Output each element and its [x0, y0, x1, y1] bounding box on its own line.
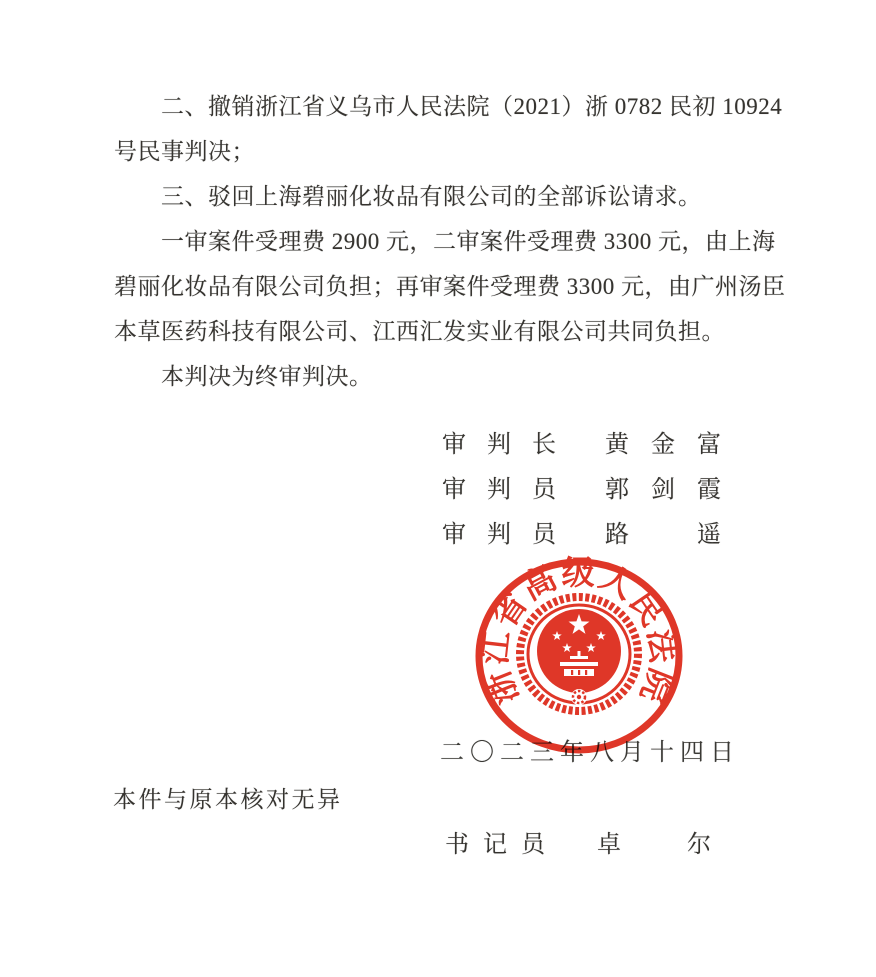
body-line: 二、撤销浙江省义乌市人民法院（2021）浙 0782 民初 10924	[161, 94, 783, 119]
judge-name: 黄金富	[605, 432, 743, 458]
body-line: 本判决为终审判决。	[161, 364, 373, 389]
presiding-judge-row	[442, 423, 743, 468]
judge-row	[442, 468, 743, 513]
judge-role: 审判长	[442, 432, 577, 458]
judge-name: 郭剑霞	[605, 477, 743, 503]
judge-role: 审判员	[442, 477, 577, 503]
judge-name: 路 遥	[605, 522, 743, 548]
official-court-seal	[464, 546, 694, 766]
clerk-signature-row	[445, 830, 732, 860]
verification-note: 本件与原本核对无异	[113, 787, 343, 812]
body-line: 号民事判决；	[114, 139, 255, 164]
judges-signature-block	[442, 423, 743, 558]
judge-role: 审判员	[442, 522, 577, 548]
judgment-body	[114, 84, 804, 399]
judgment-date: 二〇二三年八月十四日	[440, 740, 740, 766]
clerk-name: 卓 尔	[597, 832, 732, 858]
clerk-role: 书记员	[445, 832, 559, 858]
body-line: 本草医药科技有限公司、江西汇发实业有限公司共同负担。	[114, 319, 725, 344]
body-line: 碧丽化妆品有限公司负担；再审案件受理费 3300 元，由广州汤臣	[114, 274, 786, 299]
body-line: 三、驳回上海碧丽化妆品有限公司的全部诉讼请求。	[161, 184, 702, 209]
national-emblem-icon	[520, 597, 638, 711]
seal-text: 浙江省高级人民法院	[477, 556, 681, 710]
body-line: 一审案件受理费 2900 元，二审案件受理费 3300 元，由上海	[161, 229, 776, 254]
